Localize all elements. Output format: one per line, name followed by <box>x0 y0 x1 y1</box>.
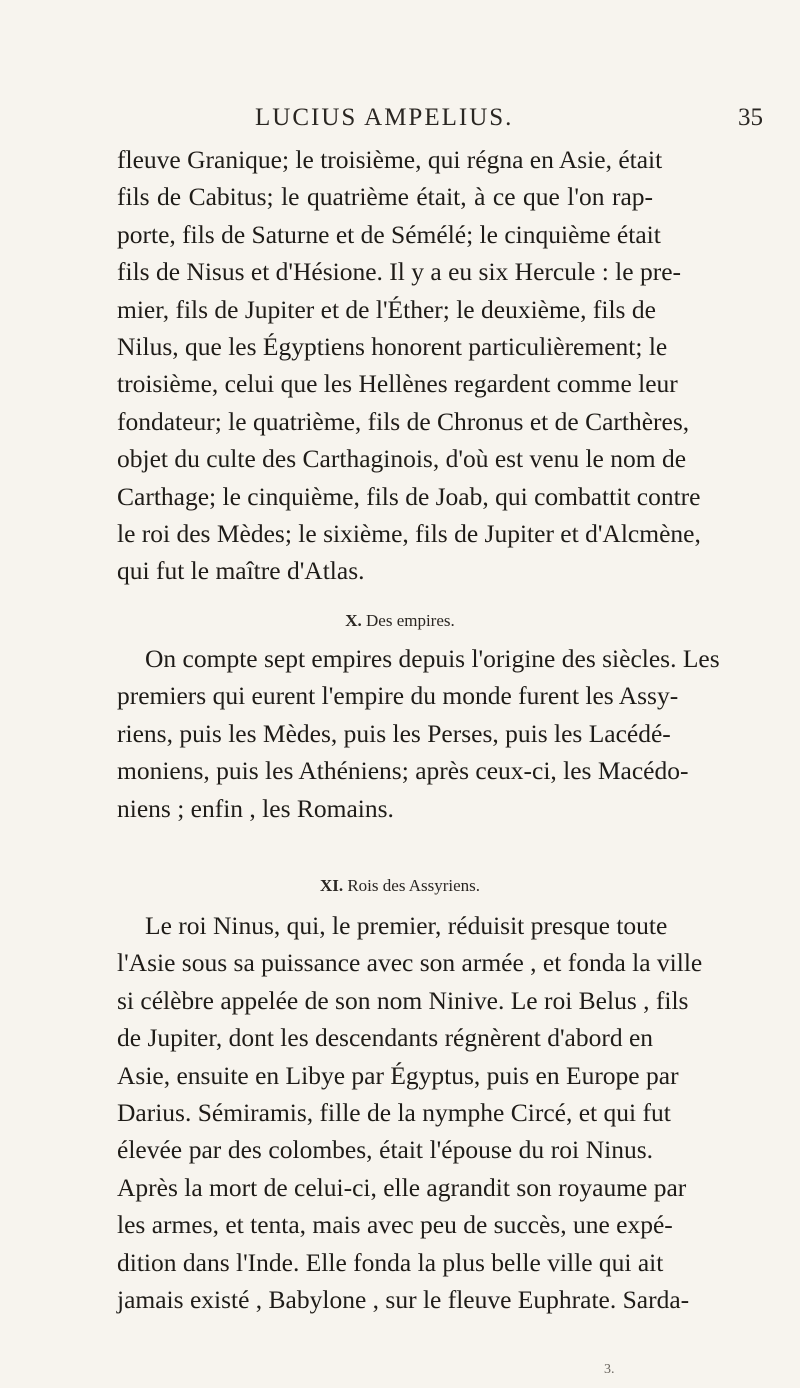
text-line: les armes, et tenta, mais avec peu de succès, une expé- <box>117 1210 673 1240</box>
text-line: Asie, ensuite en Libye par Égyptus, puis en Europe par <box>117 1060 679 1090</box>
text-line: élevée par des colombes, était l'épouse du roi Ninus. <box>117 1135 653 1165</box>
page-number: 35 <box>738 104 763 131</box>
text-line: fondateur; le quatrième, fils de Chronus et de Carthères, <box>117 406 690 436</box>
text-line: Nilus, que les Égyptiens honorent particulièrement; le <box>117 332 668 362</box>
text-line: qui fut le maître d'Atlas. <box>117 556 365 586</box>
paragraph-assyrian-kings <box>117 907 703 1318</box>
section-heading-xi <box>0 876 800 896</box>
text-line: mier, fils de Jupiter et de l'Éther; le deuxième, fils de <box>117 294 656 324</box>
text-line: Le roi Ninus, qui, le premier, réduisit presque toute <box>145 911 668 940</box>
text-line: fleuve Granique; le troisième, qui régna en Asie, était <box>117 145 663 174</box>
text-line: moniens, puis les Athéniens; après ceux-ci, les Macédo- <box>117 756 689 786</box>
text-line: de Jupiter, dont les descendants régnèrent d'abord en <box>117 1023 654 1053</box>
text-line: Darius. Sémiramis, fille de la nymphe Circé, et qui fut <box>117 1098 671 1128</box>
section-title: Des empires. <box>366 611 455 630</box>
text-line: Carthage; le cinquième, fils de Joab, qui combattit contre <box>117 481 701 511</box>
signature-mark: 3. <box>604 1362 615 1377</box>
running-title: LUCIUS AMPELIUS. <box>255 104 514 131</box>
text-line: si célèbre appelée de son nom Ninive. Le roi Belus , fils <box>117 985 689 1015</box>
text-line: porte, fils de Saturne et de Sémélé; le cinquième était <box>117 219 661 249</box>
text-line: troisième, celui que les Hellènes regardent comme leur <box>117 369 678 399</box>
paragraph-empires <box>117 640 720 827</box>
text-line: premiers qui eurent l'empire du monde furent les Assy- <box>117 681 679 711</box>
text-line: fils de Nisus et d'Hésione. Il y a eu six Hercule : le pre- <box>117 257 682 287</box>
text-line: Après la mort de celui-ci, elle agrandit son royaume par <box>117 1172 687 1202</box>
text-line: l'Asie sous sa puissance avec son armée , et fonda la ville <box>117 948 703 978</box>
text-line: objet du culte des Carthaginois, d'où est venu le nom de <box>117 444 687 474</box>
text-line: le roi des Mèdes; le sixième, fils de Jupiter et d'Alcmène, <box>117 519 701 549</box>
section-number: XI. <box>319 876 344 895</box>
section-number: X. <box>345 611 362 630</box>
paragraph-hercules <box>117 141 701 590</box>
text-line: jamais existé , Babylone , sur le fleuve Euphrate. Sarda- <box>117 1285 690 1315</box>
text-line: dition dans l'Inde. Elle fonda la plus belle ville qui ait <box>117 1247 664 1277</box>
text-line: niens ; enfin , les Romains. <box>117 793 394 823</box>
section-heading-x <box>0 611 800 631</box>
text-line: On compte sept empires depuis l'origine des siècles. Les <box>145 644 720 673</box>
section-title: Rois des Assyriens. <box>347 876 481 895</box>
text-line: fils de Cabitus; le quatrième était, à ce que l'on rap- <box>117 182 653 212</box>
text-line: riens, puis les Mèdes, puis les Perses, puis les Lacédé- <box>117 718 671 748</box>
